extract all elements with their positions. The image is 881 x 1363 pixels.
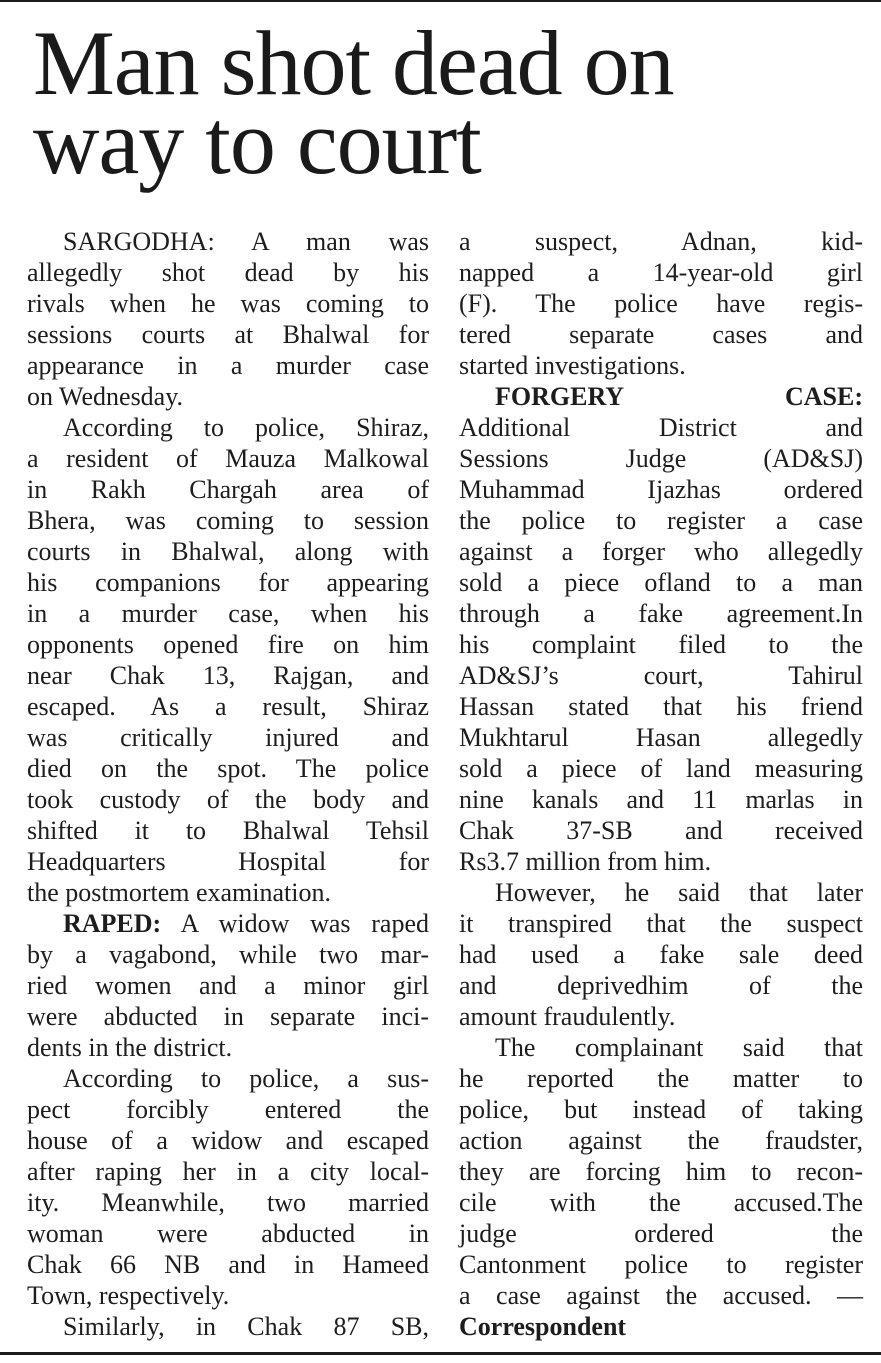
text-line: a resident of Mauza Malkowal — [27, 444, 429, 473]
text-line: near Chak 13, Rajgan, and — [27, 661, 429, 690]
text-line: sessions courts at Bhalwal for — [27, 320, 429, 349]
text-line: Headquarters Hospital for — [27, 847, 429, 876]
text-line: after raping her in a city local- — [27, 1157, 429, 1186]
text-line: The complainant said that — [495, 1033, 863, 1062]
text-line: amount fraudulently. — [459, 1002, 676, 1031]
article-column-2 — [459, 226, 863, 1342]
text-line: According to police, a sus- — [63, 1064, 429, 1093]
text-line: they are forcing him to recon- — [459, 1157, 863, 1186]
text-line: a case against the accused. — — [459, 1281, 863, 1310]
text-line: he reported the matter to — [459, 1064, 863, 1093]
text-line: house of a widow and escaped — [27, 1126, 429, 1155]
text-line: Similarly, in Chak 87 SB, — [63, 1312, 429, 1341]
text-line: a suspect, Adnan, kid- — [459, 227, 863, 256]
text-line: Chak 37-SB and received — [459, 816, 863, 845]
text-line: SARGODHA: A man was — [63, 227, 429, 256]
text-line: by a vagabond, while two mar- — [27, 940, 429, 969]
text-line: ried women and a minor girl — [27, 971, 429, 1000]
text-line: ity. Meanwhile, two married — [27, 1188, 429, 1217]
text-line — [459, 381, 863, 412]
text-line: Cantonment police to register — [459, 1250, 863, 1279]
text-line: escaped. As a result, Shiraz — [27, 692, 429, 721]
article-body — [27, 226, 863, 1346]
text-line: against a forger who allegedly — [459, 537, 863, 566]
text-line: woman were abducted in — [27, 1219, 429, 1248]
text-line: and deprivedhim of the — [459, 971, 863, 1000]
text-line: judge ordered the — [459, 1219, 863, 1248]
text-line: his companions for appearing — [27, 568, 429, 597]
text-line: Rs3.7 million from him. — [459, 847, 712, 876]
text-line: dents in the district. — [27, 1033, 233, 1062]
text-line: took custody of the body and — [27, 785, 429, 814]
text-line: it transpired that the suspect — [459, 909, 863, 938]
text-line: However, he said that later — [495, 878, 863, 907]
text-line: the police to register a case — [459, 506, 863, 535]
text-line: sold a piece ofland to a man — [459, 568, 863, 597]
text-line: pect forcibly entered the — [27, 1095, 429, 1124]
text-line: police, but instead of taking — [459, 1095, 863, 1124]
text-line: rivals when he was coming to — [27, 289, 429, 318]
text-line: Mukhtarul Hasan allegedly — [459, 723, 863, 752]
bold-lead: RAPED: — [63, 909, 162, 938]
text-line: Town, respectively. — [27, 1281, 230, 1310]
text-line: shifted it to Bhalwal Tehsil — [27, 816, 429, 845]
text-line: courts in Bhalwal, along with — [27, 537, 429, 566]
headline-line-2: way to court — [33, 91, 481, 193]
text-line: in Rakh Chargah area of — [27, 475, 429, 504]
headline-line-1: Man shot dead on — [33, 12, 674, 114]
headline — [33, 12, 674, 193]
text-line: allegedly shot dead by his — [27, 258, 429, 287]
bottom-rule — [0, 1352, 881, 1355]
bold-lead: Correspondent — [459, 1312, 627, 1341]
text-line — [459, 1311, 863, 1342]
text-line: tered separate cases and — [459, 320, 863, 349]
text-line: Muhammad Ijazhas ordered — [459, 475, 863, 504]
text-line: cile with the accused.The — [459, 1188, 863, 1217]
text-line: was critically injured and — [27, 723, 429, 752]
text-line: nine kanals and 11 marlas in — [459, 785, 863, 814]
text-line: Bhera, was coming to session — [27, 506, 429, 535]
text-line: opponents opened fire on him — [27, 630, 429, 659]
article-column-1 — [27, 226, 429, 1342]
text-line: AD&SJ’s court, Tahirul — [459, 661, 863, 690]
text-line: started investigations. — [459, 351, 686, 380]
text-line: on Wednesday. — [27, 382, 184, 411]
text-line: According to police, Shiraz, — [63, 413, 429, 442]
text-line: through a fake agreement.In — [459, 599, 863, 628]
text-line: appearance in a murder case — [27, 351, 429, 380]
text-line: Additional District and — [459, 413, 863, 442]
text-line: died on the spot. The police — [27, 754, 429, 783]
text-line: in a murder case, when his — [27, 599, 429, 628]
top-rule — [0, 0, 881, 2]
text-line: napped a 14-year-old girl — [459, 258, 863, 287]
text-line: had used a fake sale deed — [459, 940, 863, 969]
text-line: Hassan stated that his friend — [459, 692, 863, 721]
text-line: Sessions Judge (AD&SJ) — [459, 444, 863, 473]
text-line: were abducted in separate inci- — [27, 1002, 429, 1031]
text-line: sold a piece of land measuring — [459, 754, 863, 783]
text-line: his complaint filed to the — [459, 630, 863, 659]
text-line: Chak 66 NB and in Hameed — [27, 1250, 429, 1279]
text-line: RAPED: A widow was raped — [63, 909, 429, 938]
text-line: the postmortem examination. — [27, 878, 331, 907]
bold-lead: FORGERY CASE: — [495, 382, 863, 411]
text-line: action against the fraudster, — [459, 1126, 863, 1155]
text-line: (F). The police have regis- — [459, 289, 863, 318]
